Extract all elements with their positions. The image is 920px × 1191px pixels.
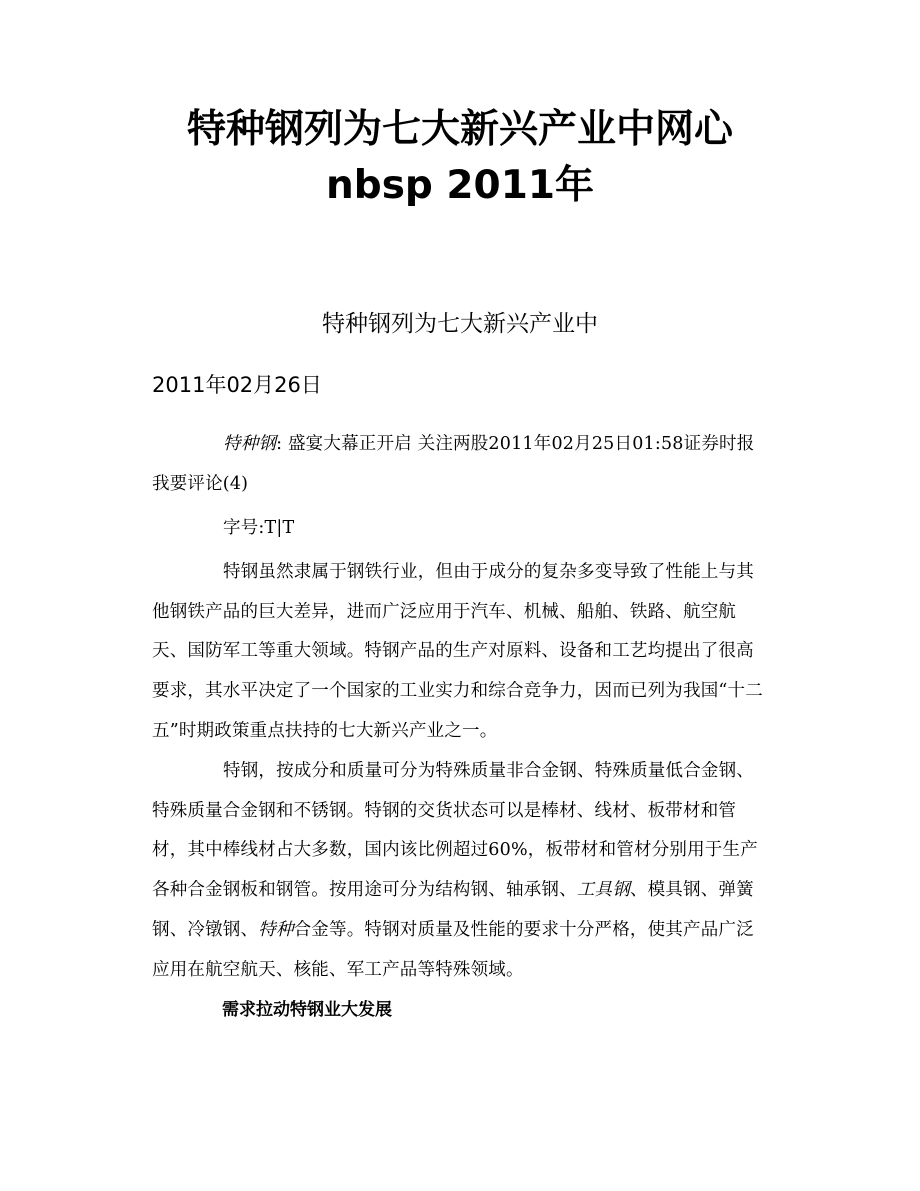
document-title-line-2: nbsp 2011年: [326, 163, 594, 208]
paragraph-2-text-a: 特钢，按成分和质量可分为特殊质量非合金钢、特殊质量低合金钢、特殊质量合金钢和不锈钢。特钢的交货状态可以是棒材、线材、板带材和管材，其中棒线材占大多数，国内该比例超过60%，板带材和管材分别用于生产各种合金钢板和钢管。按用途可分为结构钢、轴承钢、: [152, 761, 758, 901]
source-text: : 盛宴大幕正开启 关注两股2011年02月25日01:58证券时报我要评论(4): [152, 434, 755, 494]
source-keyword: 特种钢: [223, 434, 277, 454]
section-heading: 需求拉动特钢业大发展: [222, 1000, 392, 1020]
article-date: 2011年02月26日: [152, 373, 322, 397]
font-size-line: 字号:T|T: [223, 518, 295, 538]
paragraph-2: [152, 752, 768, 990]
paragraph-1: 特钢虽然隶属于钢铁行业，但由于成分的复杂多变导致了性能上与其他钢铁产品的巨大差异，进而广泛应用于汽车、机械、船舶、铁路、航空航天、国防军工等重大领域。特钢产品的生产对原料、设备和工艺均提出了很高要求，其水平决定了一个国家的工业实力和综合竞争力，因而已列为我国“十二五”时期政策重点扶持的七大新兴产业之一。: [152, 562, 763, 741]
article-title: 特种钢列为七大新兴产业中: [322, 311, 598, 337]
paragraph-2-italic-b: 特种: [258, 919, 294, 940]
paragraph-2-text-b: 、模具钢、弹簧钢、冷镦钢、: [152, 880, 754, 940]
source-line: [152, 425, 768, 504]
paragraph-2-text-c: 合金等。特钢对质量及性能的要求十分严格，使其产品广泛应用在航空航天、核能、军工产品等特殊领域。: [152, 919, 754, 980]
paragraph-2-italic-a: 工具钢: [576, 880, 630, 901]
document-title-line-1: 特种钢列为七大新兴产业中网心: [186, 107, 733, 152]
